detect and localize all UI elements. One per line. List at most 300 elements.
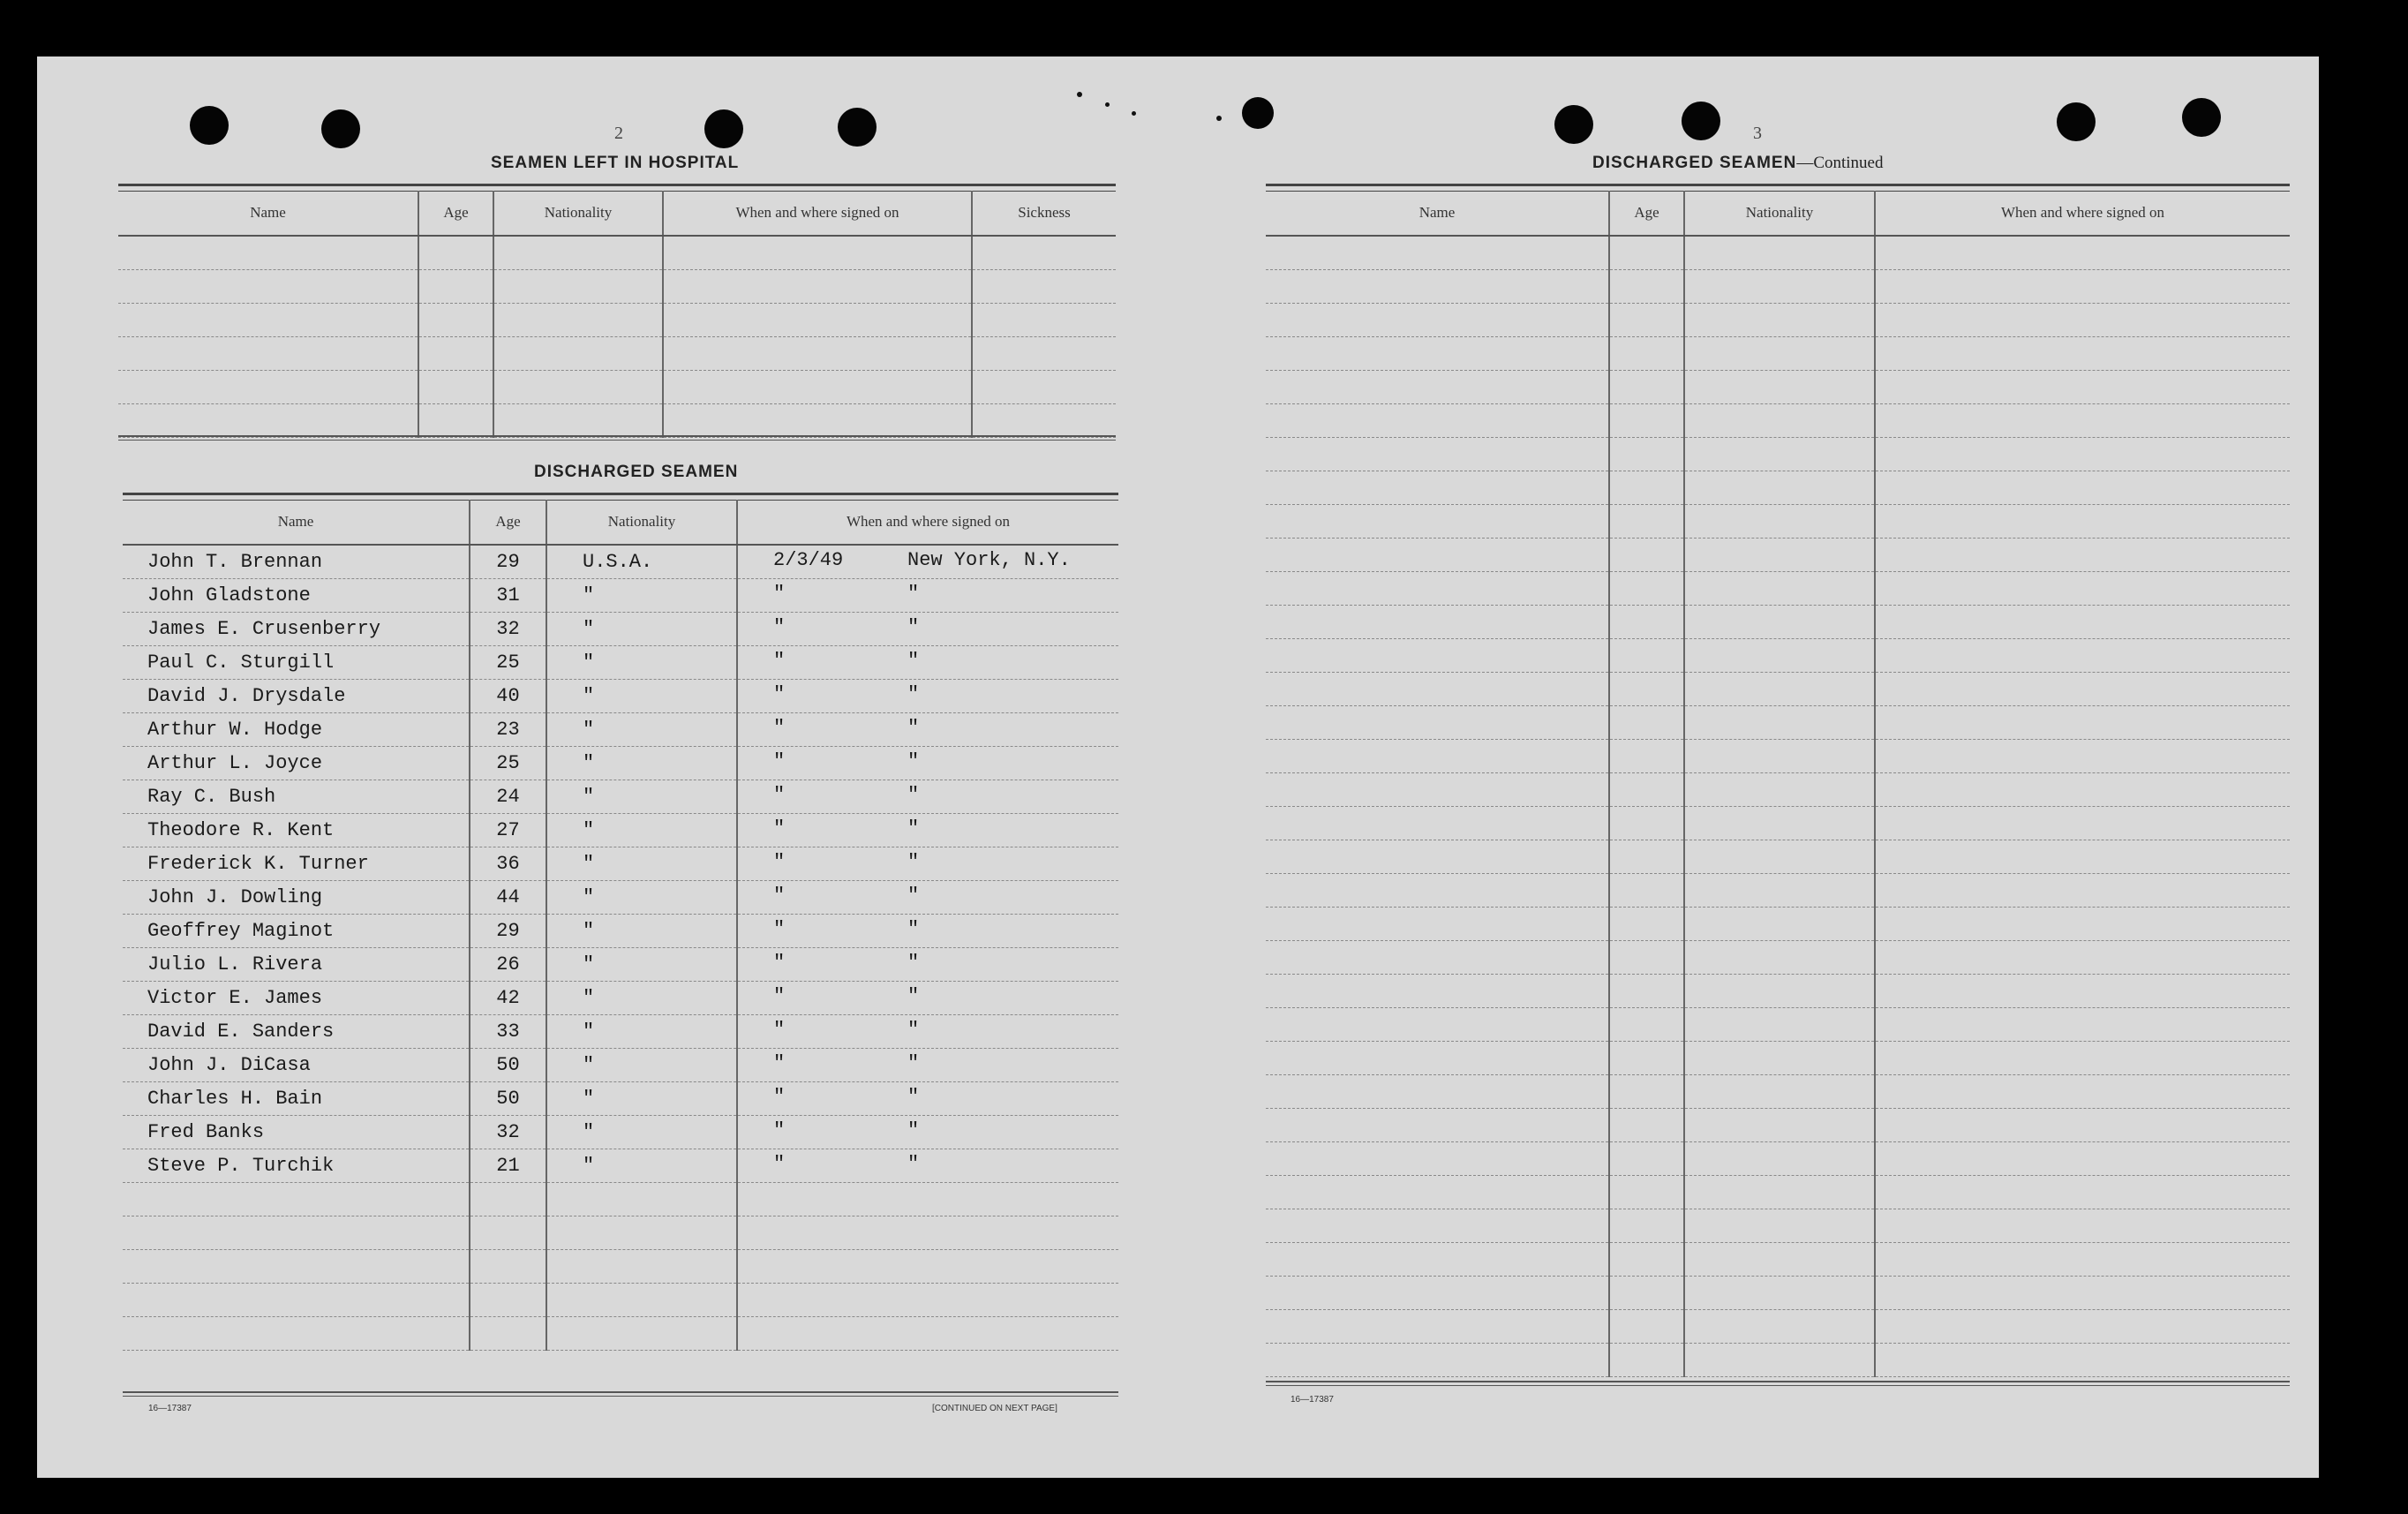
seaman-signed-on [737,1149,1118,1183]
empty-cell [1875,606,2290,639]
empty-row [123,1216,1118,1250]
empty-cell [1684,337,1875,371]
empty-cell [1875,270,2290,304]
col-sickness: Sickness [972,191,1116,236]
signed-on-date: " [773,952,786,974]
empty-row [1266,706,2290,740]
signed-on-date: " [773,650,786,672]
seaman-nationality: " [546,814,737,847]
hospital-cell [663,304,972,337]
seaman-name: Arthur L. Joyce [123,747,470,780]
hospital-cell [118,404,418,438]
empty-cell [1266,572,1609,606]
empty-cell [1266,337,1609,371]
hospital-cell [493,270,663,304]
page-number-left: 2 [614,124,623,143]
empty-row [1266,908,2290,941]
table-row [123,1149,1118,1183]
continued-note: [CONTINUED ON NEXT PAGE] [932,1404,1057,1413]
empty-cell [1684,1243,1875,1277]
empty-cell [1875,740,2290,773]
seaman-name: Julio L. Rivera [123,948,470,982]
seaman-nationality: " [546,1149,737,1183]
seaman-name: Charles H. Bain [123,1082,470,1116]
empty-cell [546,1284,737,1317]
empty-cell [1609,1310,1684,1344]
seaman-nationality: " [546,747,737,780]
discharged-header-row [123,500,1118,545]
empty-cell [470,1317,546,1351]
empty-cell [1875,975,2290,1008]
col-name: Name [123,500,470,545]
empty-row [1266,1008,2290,1042]
empty-cell [1684,1209,1875,1243]
punch-hole [838,108,877,147]
empty-cell [1609,1109,1684,1142]
signed-on-date: " [773,985,786,1007]
seaman-nationality: " [546,680,737,713]
seaman-nationality: " [546,613,737,646]
punch-hole [2057,102,2096,141]
empty-cell [1609,304,1684,337]
seaman-name: John J. DiCasa [123,1049,470,1082]
hospital-cell [418,404,493,438]
seaman-nationality: " [546,915,737,948]
table-row [123,713,1118,747]
empty-cell [1266,1344,1609,1377]
empty-cell [1266,404,1609,438]
empty-row [1266,740,2290,773]
signed-on-place: " [907,1086,920,1108]
col-age: Age [470,500,546,545]
empty-cell [1266,975,1609,1008]
discharged-section-title: DISCHARGED SEAMEN [534,463,739,481]
hospital-cell [663,404,972,438]
empty-cell [1684,1176,1875,1209]
col-name: Name [118,191,418,236]
seaman-age: 29 [470,915,546,948]
empty-cell [1684,471,1875,505]
table-row [123,545,1118,579]
empty-row [1266,1142,2290,1176]
empty-cell [1875,1109,2290,1142]
empty-cell [1875,572,2290,606]
signed-on-place: " [907,784,920,806]
signed-on-date: 2/3/49 [773,549,844,571]
empty-cell [1609,975,1684,1008]
seaman-name: Arthur W. Hodge [123,713,470,747]
seaman-age: 33 [470,1015,546,1049]
punch-hole [190,106,229,145]
signed-on-place: " [907,683,920,705]
empty-row [1266,639,2290,673]
hospital-cell [972,236,1116,270]
signed-on-date: " [773,1119,786,1141]
seaman-age: 25 [470,747,546,780]
hospital-table [118,191,1116,438]
empty-row [1266,539,2290,572]
punch-hole [1554,105,1593,144]
punch-hole [1682,102,1720,140]
empty-cell [1609,539,1684,572]
empty-cell [1609,236,1684,270]
seaman-signed-on [737,680,1118,713]
empty-row [1266,840,2290,874]
seaman-nationality: U.S.A. [546,545,737,579]
empty-cell [1266,1209,1609,1243]
signed-on-date: " [773,1052,786,1074]
punch-hole [2182,98,2221,137]
empty-cell [123,1317,470,1351]
empty-cell [1266,773,1609,807]
discharged-bottom-rule [123,1391,1118,1397]
empty-cell [1875,1042,2290,1075]
table-row [123,646,1118,680]
empty-cell [1266,1042,1609,1075]
empty-cell [1266,606,1609,639]
seaman-nationality: " [546,948,737,982]
empty-cell [1875,471,2290,505]
seaman-age: 31 [470,579,546,613]
seaman-age: 27 [470,814,546,847]
empty-cell [1684,1344,1875,1377]
empty-cell [737,1317,1118,1351]
signed-on-place: " [907,750,920,772]
empty-cell [546,1317,737,1351]
empty-cell [1684,236,1875,270]
seaman-nationality: " [546,646,737,680]
empty-cell [1875,807,2290,840]
seaman-name: John J. Dowling [123,881,470,915]
signed-on-place: " [907,583,920,605]
empty-cell [1875,1008,2290,1042]
table-row [123,579,1118,613]
signed-on-place: " [907,851,920,873]
empty-cell [1609,471,1684,505]
seaman-name: Paul C. Sturgill [123,646,470,680]
empty-cell [123,1216,470,1250]
hospital-cell [663,337,972,371]
table-row [123,982,1118,1015]
signed-on-date: " [773,750,786,772]
empty-cell [1609,639,1684,673]
signed-on-place: " [907,616,920,638]
table-row [123,814,1118,847]
empty-cell [1684,606,1875,639]
seaman-signed-on [737,1015,1118,1049]
empty-cell [1875,1310,2290,1344]
seaman-signed-on [737,1049,1118,1082]
punch-hole [1242,97,1274,129]
empty-cell [1875,639,2290,673]
seaman-nationality: " [546,982,737,1015]
col-when-where: When and where signed on [1875,191,2290,236]
hospital-cell [418,371,493,404]
seaman-signed-on [737,1082,1118,1116]
table-row [123,881,1118,915]
empty-cell [1266,236,1609,270]
empty-cell [1609,438,1684,471]
page-number-right: 3 [1753,124,1762,143]
hospital-cell [972,337,1116,371]
scan-speck [1216,116,1222,121]
empty-row [1266,807,2290,840]
empty-cell [737,1284,1118,1317]
empty-cell [1266,438,1609,471]
empty-row [1266,572,2290,606]
signed-on-place: New York, N.Y. [907,549,1071,571]
hospital-cell [493,371,663,404]
empty-cell [1875,236,2290,270]
seaman-name: Steve P. Turchik [123,1149,470,1183]
empty-cell [1609,270,1684,304]
punch-hole [704,109,743,148]
empty-cell [1266,941,1609,975]
empty-cell [1266,371,1609,404]
table-row [123,747,1118,780]
empty-cell [1684,706,1875,740]
hospital-row [118,270,1116,304]
col-nationality: Nationality [493,191,663,236]
empty-cell [1684,438,1875,471]
seaman-name: David E. Sanders [123,1015,470,1049]
empty-cell [1609,1176,1684,1209]
hospital-cell [418,270,493,304]
empty-cell [470,1250,546,1284]
empty-cell [1875,304,2290,337]
empty-cell [1684,1109,1875,1142]
empty-cell [1684,1075,1875,1109]
hospital-cell [493,337,663,371]
signed-on-place: " [907,1119,920,1141]
seaman-age: 29 [470,545,546,579]
empty-cell [1875,1243,2290,1277]
empty-cell [1875,840,2290,874]
empty-cell [1684,673,1875,706]
empty-cell [1684,572,1875,606]
seaman-nationality: " [546,1049,737,1082]
col-nationality: Nationality [1684,191,1875,236]
empty-row [1266,1042,2290,1075]
empty-cell [1875,673,2290,706]
empty-cell [1684,270,1875,304]
table-row [123,780,1118,814]
seaman-name: Fred Banks [123,1116,470,1149]
hospital-cell [418,337,493,371]
empty-cell [1875,706,2290,740]
empty-row [1266,975,2290,1008]
empty-cell [1266,706,1609,740]
empty-cell [1609,337,1684,371]
seaman-name: Theodore R. Kent [123,814,470,847]
empty-cell [1875,1277,2290,1310]
empty-row [123,1317,1118,1351]
right-title-main: DISCHARGED SEAMEN [1592,154,1797,172]
empty-cell [1266,304,1609,337]
empty-row [1266,1310,2290,1344]
empty-cell [1875,874,2290,908]
punch-hole [321,109,360,148]
hospital-cell [418,304,493,337]
empty-cell [1609,706,1684,740]
seaman-nationality: " [546,1116,737,1149]
hospital-cell [663,236,972,270]
empty-cell [1266,270,1609,304]
scan-speck [1077,92,1082,97]
empty-cell [1875,1142,2290,1176]
seaman-age: 32 [470,613,546,646]
empty-cell [1609,840,1684,874]
signed-on-date: " [773,683,786,705]
empty-cell [1609,606,1684,639]
hospital-bottom-rule [118,435,1116,441]
empty-row [123,1183,1118,1216]
seaman-age: 40 [470,680,546,713]
empty-cell [1684,840,1875,874]
seaman-signed-on [737,545,1118,579]
empty-cell [1875,908,2290,941]
empty-cell [1266,673,1609,706]
seaman-signed-on [737,847,1118,881]
signed-on-date: " [773,717,786,739]
empty-row [1266,1243,2290,1277]
hospital-section-title: SEAMEN LEFT IN HOSPITAL [491,154,740,172]
signed-on-place: " [907,817,920,840]
empty-cell [546,1216,737,1250]
empty-cell [737,1216,1118,1250]
table-row [123,1015,1118,1049]
seaman-name: John T. Brennan [123,545,470,579]
seaman-signed-on [737,881,1118,915]
empty-cell [1609,1075,1684,1109]
empty-cell [1875,505,2290,539]
seaman-nationality: " [546,847,737,881]
signed-on-date: " [773,583,786,605]
table-row [123,680,1118,713]
hospital-cell [972,304,1116,337]
signed-on-place: " [907,885,920,907]
seaman-age: 23 [470,713,546,747]
hospital-cell [972,404,1116,438]
empty-cell [1875,438,2290,471]
empty-cell [1609,908,1684,941]
empty-cell [1609,1008,1684,1042]
hospital-cell [493,404,663,438]
empty-cell [1266,740,1609,773]
seaman-age: 21 [470,1149,546,1183]
empty-row [123,1250,1118,1284]
hospital-cell [493,236,663,270]
seaman-age: 26 [470,948,546,982]
empty-cell [1609,572,1684,606]
empty-cell [123,1284,470,1317]
empty-cell [1609,807,1684,840]
seaman-signed-on [737,713,1118,747]
empty-cell [1609,1142,1684,1176]
empty-cell [1609,1042,1684,1075]
seaman-nationality: " [546,780,737,814]
empty-row [1266,270,2290,304]
empty-cell [1609,874,1684,908]
seaman-age: 25 [470,646,546,680]
empty-cell [1266,471,1609,505]
signed-on-place: " [907,650,920,672]
empty-cell [1609,371,1684,404]
form-number-left: 16—17387 [148,1404,192,1413]
hospital-row [118,236,1116,270]
signed-on-place: " [907,1153,920,1175]
table-row [123,1082,1118,1116]
col-name: Name [1266,191,1609,236]
hospital-cell [972,371,1116,404]
empty-cell [1609,1209,1684,1243]
seaman-name: James E. Crusenberry [123,613,470,646]
seaman-age: 24 [470,780,546,814]
empty-cell [1609,505,1684,539]
empty-cell [1684,505,1875,539]
table-row [123,613,1118,646]
empty-row [1266,1075,2290,1109]
empty-cell [1684,1277,1875,1310]
right-header-row [1266,191,2290,236]
signed-on-date: " [773,817,786,840]
signed-on-place: " [907,717,920,739]
empty-cell [1684,1008,1875,1042]
seaman-age: 44 [470,881,546,915]
empty-cell [1684,1142,1875,1176]
table-row [123,1049,1118,1082]
empty-row [1266,1344,2290,1377]
seaman-name: Ray C. Bush [123,780,470,814]
seaman-signed-on [737,915,1118,948]
empty-cell [737,1250,1118,1284]
hospital-row [118,371,1116,404]
table-row [123,948,1118,982]
seaman-name: Victor E. James [123,982,470,1015]
seaman-signed-on [737,747,1118,780]
empty-row [1266,1109,2290,1142]
hospital-cell [493,304,663,337]
hospital-cell [663,371,972,404]
empty-row [1266,438,2290,471]
empty-cell [737,1183,1118,1216]
seaman-name: Frederick K. Turner [123,847,470,881]
hospital-cell [118,304,418,337]
table-row [123,915,1118,948]
empty-row [1266,1209,2290,1243]
empty-cell [1684,1310,1875,1344]
empty-row [1266,606,2290,639]
empty-row [1266,236,2290,270]
empty-cell [470,1183,546,1216]
empty-cell [1684,773,1875,807]
empty-cell [1875,1209,2290,1243]
signed-on-date: " [773,784,786,806]
empty-cell [1875,337,2290,371]
empty-row [1266,874,2290,908]
empty-cell [546,1183,737,1216]
discharged-table [123,500,1118,1351]
empty-cell [1609,1344,1684,1377]
hospital-header-row [118,191,1116,236]
empty-cell [1684,874,1875,908]
hospital-cell [663,270,972,304]
empty-cell [1684,539,1875,572]
empty-row [1266,673,2290,706]
scan-speck [1105,102,1110,107]
empty-cell [1609,673,1684,706]
signed-on-date: " [773,1153,786,1175]
